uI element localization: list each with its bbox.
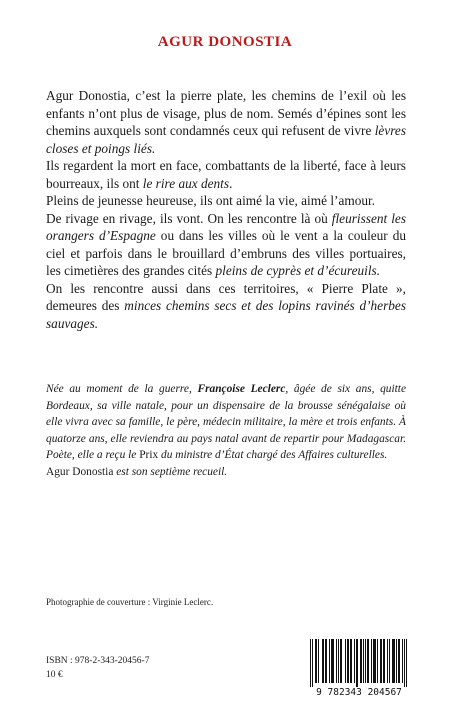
italic-text: lèvres closes et poings liés. <box>46 123 406 156</box>
barcode-bar <box>336 639 337 683</box>
barcode-bar <box>398 639 399 683</box>
barcode-bar <box>341 639 342 683</box>
barcode-bar <box>310 639 311 687</box>
barcode-bar <box>399 639 400 683</box>
price: 10 € <box>46 670 63 680</box>
barcode-bar <box>354 639 355 683</box>
barcode-bar <box>332 639 333 683</box>
barcode-bar <box>348 639 349 683</box>
barcode-bar <box>383 639 384 683</box>
barcode-bar <box>380 639 381 683</box>
italic-text: minces chemins secs et des lopins ravinés d’herbes sauvages. <box>46 298 406 331</box>
barcode-bar <box>331 639 332 683</box>
barcode-bar <box>351 639 352 683</box>
barcode-bar <box>340 639 341 683</box>
text: . <box>229 175 233 191</box>
barcode-bar <box>381 639 382 683</box>
barcode-bar <box>322 639 323 683</box>
italic-text: pleins de cyprès et d’écureuils. <box>215 263 381 278</box>
text: Ils regardent la mort en face, combattants de la liberté, face à leurs bourreaux, ils ont <box>46 158 406 191</box>
barcode-bar <box>406 639 407 687</box>
barcode-bar <box>347 639 348 683</box>
author-name: Françoise Leclerc <box>197 383 286 395</box>
upright-text: Prix <box>139 449 159 461</box>
text: est son septième recueil. <box>113 465 228 478</box>
barcode-bar <box>371 639 372 683</box>
text: ou dans les villes où le vent a la couleur du ciel et parfois dans le brouillard d’embruns des villes portuaires, les cimetières des grandes cités <box>46 228 406 278</box>
barcode-bar <box>360 639 361 683</box>
barcode-bar <box>356 639 357 687</box>
barcode-bar <box>367 639 368 683</box>
back-cover-blurb <box>46 87 406 332</box>
barcode-bar <box>338 639 339 683</box>
photo-credit: Photographie de couverture : Virginie Leclerc. <box>46 597 214 607</box>
isbn-number: ISBN : 978-2-343-20456-7 <box>46 656 150 666</box>
barcode-bar <box>368 639 369 683</box>
text: Agur Donostia, c’est la pierre plate, les chemins de l’exil où les enfants n’ont plus de visage, plus de nom. Semés d’épines sont les chemins auxquels sont condamnés ceux qui refusent de vivre <box>46 88 406 138</box>
barcode-bar <box>394 639 395 683</box>
book-title: AGUR DONOSTIA <box>157 34 293 50</box>
text: De rivage en rivage, ils vont. On les rencontre là où <box>46 210 332 226</box>
text: Née au moment de la guerre, <box>46 383 198 395</box>
barcode-bar <box>361 639 362 683</box>
barcode-bar <box>326 639 327 683</box>
blurb-paragraph <box>46 280 406 333</box>
barcode-bar <box>316 639 317 683</box>
barcode-bar <box>312 639 313 687</box>
blurb-paragraph <box>46 210 406 280</box>
barcode <box>300 637 418 697</box>
author-biography <box>46 381 406 480</box>
blurb-paragraph <box>46 192 406 210</box>
barcode-bar <box>325 639 326 683</box>
barcode-bar <box>365 639 366 683</box>
barcode-bar <box>377 639 378 683</box>
barcode-bar <box>329 639 330 683</box>
barcode-bar <box>404 639 405 687</box>
barcode-bar <box>396 639 397 683</box>
barcode-bar <box>357 639 358 687</box>
barcode-bar <box>375 639 376 683</box>
barcode-bar <box>384 639 385 683</box>
barcode-bar <box>363 639 364 683</box>
barcode-bar <box>402 639 403 683</box>
barcode-image <box>300 637 418 697</box>
upright-text: Agur Donostia <box>46 465 114 478</box>
text: On les rencontre aussi dans ces territoires, « Pierre Plate », demeures des <box>46 280 406 313</box>
barcode-bar <box>333 639 334 683</box>
italic-text: fleurissent les orangers d’Espagne <box>46 210 406 243</box>
barcode-bar <box>387 639 388 683</box>
barcode-bar <box>323 639 324 683</box>
barcode-bar <box>373 639 374 683</box>
barcode-digits: 9 782343 204567 <box>316 687 402 697</box>
blurb-paragraph <box>46 157 406 192</box>
text: du ministre d’État chargé des Affaires culturelles. <box>158 449 388 461</box>
barcode-bar <box>315 639 316 683</box>
barcode-bar <box>389 639 390 683</box>
text: , âgée de six ans, quitte Bordeaux, sa ville natale, pour un dispensaire de la brousse sénégalaise où elle vivra avec sa famille, le père, médecin militaire, la mère et trois enfants. À quatorze ans, elle reviendra au pays natal avant de repartir pour Madagascar. Poète, elle a reçu le <box>46 383 407 461</box>
italic-text: le rire aux dents <box>142 175 230 191</box>
barcode-bar <box>345 639 346 683</box>
barcode-bar <box>374 639 375 683</box>
barcode-bar <box>318 639 319 683</box>
blurb-paragraph <box>46 87 406 157</box>
barcode-bar <box>350 639 351 683</box>
barcode-bar <box>392 639 393 683</box>
barcode-bar <box>393 639 394 683</box>
text: Pleins de jeunesse heureuse, ils ont aimé la vie, aimé l’amour. <box>46 193 376 208</box>
isbn-block <box>46 654 149 682</box>
